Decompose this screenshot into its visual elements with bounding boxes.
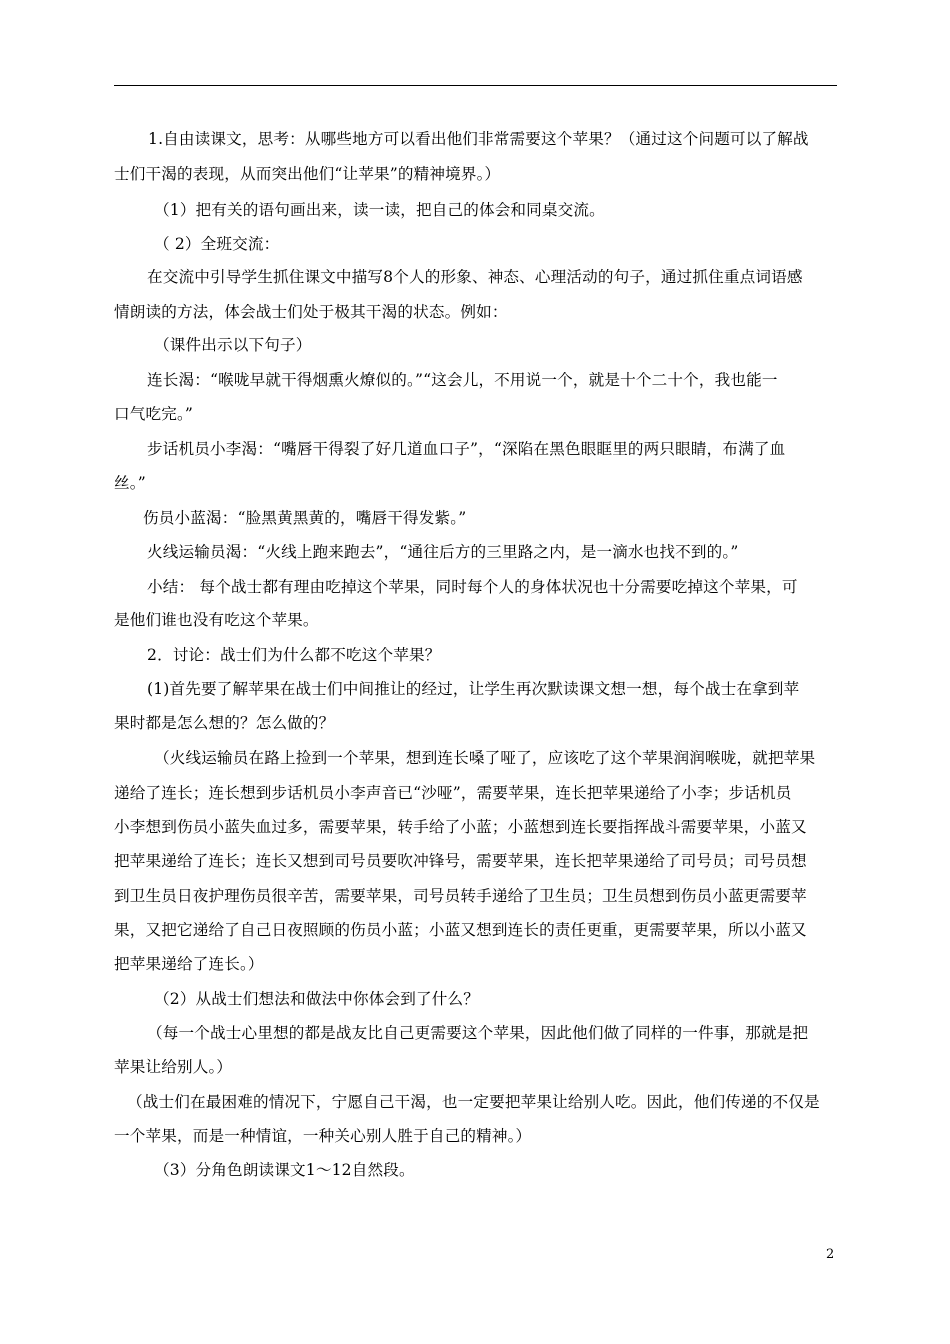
text-line: （3）分角色朗读课文1～12自然段。 xyxy=(154,1161,415,1179)
text-line: （ 2）全班交流： xyxy=(154,235,280,253)
text-line: （战士们在最困难的情况下，宁愿自己干渴，也一定要把苹果让给别人吃。因此，他们传递的不仅是 xyxy=(127,1093,820,1111)
text-line: 果时都是怎么想的？怎么做的？ xyxy=(114,714,335,732)
text-line: 步话机员小李渴：“嘴唇干得裂了好几道血口子”，“深陷在黑色眼眶里的两只眼睛，布满了血 xyxy=(147,440,786,458)
text-line: 口气吃完。” xyxy=(114,405,194,423)
text-line: 火线运输员渴：“火线上跑来跑去”，“通往后方的三里路之内，是一滴水也找不到的。” xyxy=(147,543,739,561)
text-line: （课件出示以下句子） xyxy=(154,336,312,354)
text-line: 2．讨论：战士们为什么都不吃这个苹果？ xyxy=(147,646,441,664)
text-line: 小李想到伤员小蓝失血过多，需要苹果，转手给了小蓝；小蓝想到连长要指挥战斗需要苹果，小蓝又 xyxy=(114,818,807,836)
text-line: （每一个战士心里想的都是战友比自己更需要这个苹果，因此他们做了同样的一件事，那就是把 xyxy=(147,1024,809,1042)
text-line: 1.自由读课文，思考：从哪些地方可以看出他们非常需要这个苹果？（通过这个问题可以了解战 xyxy=(148,130,809,148)
text-line: 丝。” xyxy=(114,474,146,492)
text-line: 在交流中引导学生抓住课文中描写8个人的形象、神态、心理活动的句子，通过抓住重点词语感 xyxy=(147,268,803,286)
text-line: （2）从战士们想法和做法中你体会到了什么？ xyxy=(154,990,479,1008)
text-line: 连长渴：“喉咙早就干得烟熏火燎似的。”“这会儿，不用说一个，就是十个二十个，我也能一 xyxy=(147,371,778,389)
text-line: 把苹果递给了连长。） xyxy=(114,955,264,973)
text-line: 一个苹果，而是一种情谊，一种关心别人胜于自己的精神。） xyxy=(114,1127,532,1145)
text-line: 情朗读的方法，体会战士们处于极其干渴的状态。例如： xyxy=(114,303,508,321)
text-line: （1）把有关的语句画出来，读一读，把自己的体会和同桌交流。 xyxy=(154,201,605,219)
page-number: 2 xyxy=(826,1247,835,1262)
text-line: 把苹果递给了连长；连长又想到司号员要吹冲锋号，需要苹果，连长把苹果递给了司号员；司号员想 xyxy=(114,852,807,870)
text-line: 到卫生员日夜护理伤员很辛苦，需要苹果，司号员转手递给了卫生员；卫生员想到伤员小蓝更需要苹 xyxy=(114,887,807,905)
text-line: 小结： 每个战士都有理由吃掉这个苹果，同时每个人的身体状况也十分需要吃掉这个苹果，可 xyxy=(147,578,798,596)
text-line: 果，又把它递给了自己日夜照顾的伤员小蓝；小蓝又想到连长的责任更重，更需要苹果，所以小蓝又 xyxy=(114,921,807,939)
text-line: 递给了连长；连长想到步话机员小李声音已“沙哑”，需要苹果，连长把苹果递给了小李；步话机员 xyxy=(114,784,792,802)
text-line: (1)首先要了解苹果在战士们中间推让的经过，让学生再次默读课文想一想，每个战士在拿到苹 xyxy=(147,680,800,698)
header-rule xyxy=(114,85,837,86)
text-line: （火线运输员在路上捡到一个苹果，想到连长嗓了哑了，应该吃了这个苹果润润喉咙，就把苹果 xyxy=(154,749,816,767)
text-line: 士们干渴的表现，从而突出他们“让苹果”的精神境界。） xyxy=(114,165,501,183)
text-line: 伤员小蓝渴：“脸黑黄黑黄的，嘴唇干得发紫。” xyxy=(143,509,467,527)
text-line: 是他们谁也没有吃这个苹果。 xyxy=(114,611,319,629)
text-line: 苹果让给别人。） xyxy=(114,1058,233,1076)
